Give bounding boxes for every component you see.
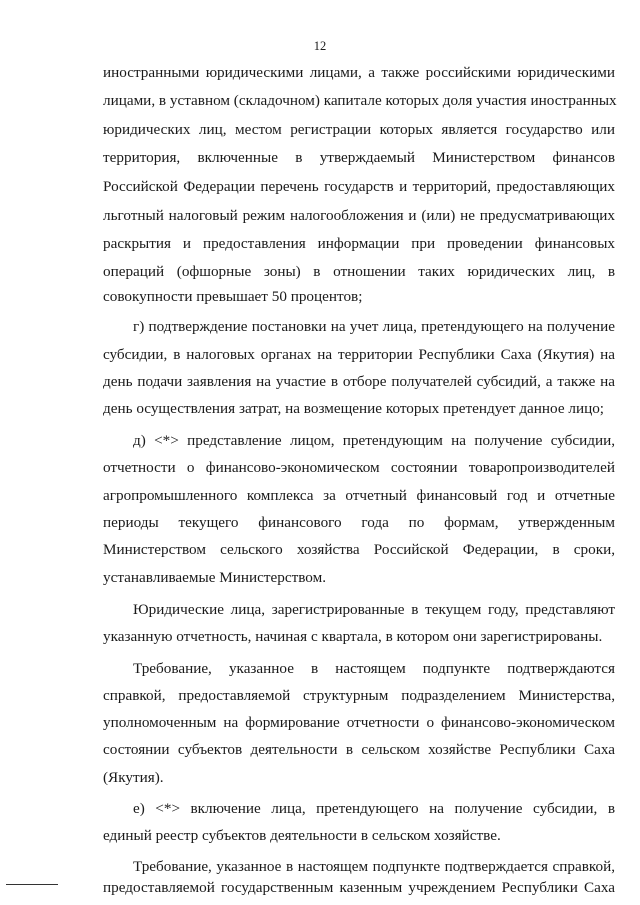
text-line: д) <*> представление лицом, претендующим на получение субсидии,	[133, 432, 615, 449]
text-line: день подачи заявления на участие в отборе получателей субсидий, а также на	[103, 373, 615, 390]
text-line: юридических лиц, местом регистрации которых является государство или	[103, 121, 615, 138]
text-line: указанную отчетность, начиная с квартала, в котором они зарегистрированы.	[103, 628, 603, 645]
text-line: Требование, указанное в настоящем подпункте подтверждается справкой,	[133, 858, 615, 875]
text-line: операций (офшорные зоны) в отношении таких юридических лиц, в	[103, 263, 615, 280]
text-line: отчетности о финансово-экономическом состоянии товаропроизводителей	[103, 459, 615, 476]
text-line: территория, включенные в утверждаемый Министерством финансов	[103, 149, 615, 166]
text-line: периоды текущего финансового года по формам, утвержденным	[103, 514, 615, 531]
text-line: предоставляемой государственным казенным учреждением Республики Саха	[103, 879, 615, 896]
footnote-separator	[6, 884, 58, 885]
text-line: Министерством сельского хозяйства Российской Федерации, в сроки,	[103, 541, 615, 558]
text-line: справкой, предоставляемой структурным подразделением Министерства,	[103, 687, 615, 704]
text-line: иностранными юридическими лицами, а также российскими юридическими	[103, 64, 615, 81]
text-line: устанавливаемые Министерством.	[103, 569, 327, 586]
text-line: совокупности превышает 50 процентов;	[103, 288, 363, 305]
text-line: Юридические лица, зарегистрированные в текущем году, представляют	[133, 601, 615, 618]
text-line: уполномоченным на формирование отчетности о финансово-экономическом	[103, 714, 615, 731]
text-line: льготный налоговый режим налогообложения и (или) не предусматривающих	[103, 207, 615, 224]
text-line: Российской Федерации перечень государств и территорий, предоставляющих	[103, 178, 615, 195]
text-line: день осуществления затрат, на возмещение которых претендует данное лицо;	[103, 400, 605, 417]
page-number: 12	[313, 39, 327, 53]
text-line: агропромышленного комплекса за отчетный финансовый год и отчетные	[103, 487, 615, 504]
text-line: единый реестр субъектов деятельности в сельском хозяйстве.	[103, 827, 501, 844]
text-line: состоянии субъектов деятельности в сельском хозяйстве Республики Саха	[103, 741, 615, 758]
text-line: г) подтверждение постановки на учет лица, претендующего на получение	[133, 318, 615, 335]
text-line: субсидии, в налоговых органах на территории Республики Саха (Якутия) на	[103, 346, 615, 363]
text-line: е) <*> включение лица, претендующего на получение субсидии, в	[133, 800, 615, 817]
text-line: Требование, указанное в настоящем подпункте подтверждаются	[133, 660, 615, 677]
text-line: лицами, в уставном (складочном) капитале которых доля участия иностранных	[103, 92, 617, 109]
text-line: раскрытия и предоставления информации при проведении финансовых	[103, 235, 615, 252]
text-line: (Якутия).	[103, 769, 164, 786]
